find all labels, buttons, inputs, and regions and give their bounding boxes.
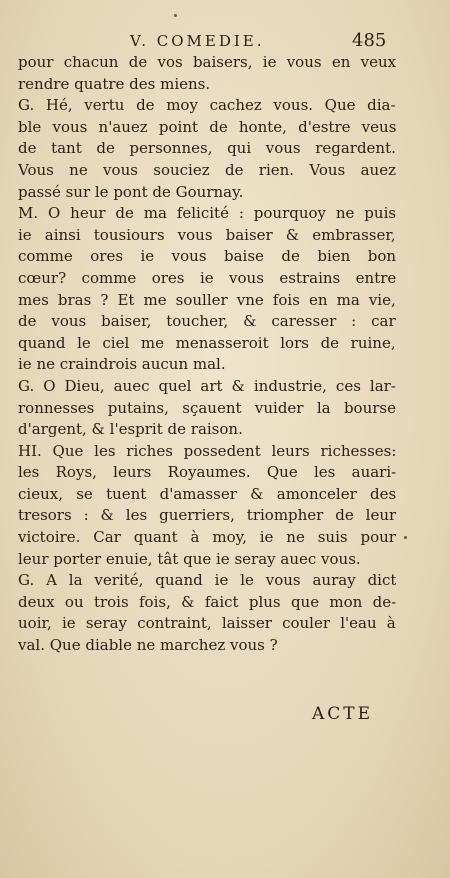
- text-line: cieux, se tuent d'amasser & amonceler des: [18, 484, 396, 503]
- text-line: quand le ciel me menasseroit lors de ruine,: [18, 333, 396, 352]
- page-header: [0, 30, 450, 54]
- text-line: passé sur le pont de Gournay.: [18, 182, 244, 201]
- paragraph: [18, 441, 396, 571]
- text-line: HI. Que les riches possedent leurs richesses:: [18, 441, 396, 460]
- page-number: 485: [352, 30, 387, 51]
- text-line: cœur? comme ores ie vous estrains entre: [18, 268, 396, 287]
- text-line: G. O Dieu, auec quel art & industrie, ces lar-: [18, 376, 396, 395]
- text-line: G. A la verité, quand ie le vous auray dict: [18, 571, 396, 590]
- text-line: d'argent, & l'esprit de raison.: [18, 420, 243, 439]
- text-line: val. Que diable ne marchez vous ?: [18, 636, 278, 655]
- text-line: de vous baiser, toucher, & caresser : car: [18, 312, 396, 331]
- ink-speck: [404, 536, 407, 539]
- running-head: V. COMEDIE.: [130, 32, 265, 50]
- paragraph: [18, 203, 396, 376]
- text-line: rendre quatre des miens.: [18, 74, 211, 93]
- ink-speck: [174, 14, 177, 17]
- text-line: comme ores ie vous baise de bien bon: [18, 247, 396, 266]
- text-line: ie ne craindrois aucun mal.: [18, 355, 226, 374]
- paragraph: [18, 52, 396, 95]
- text-line: ble vous n'auez point de honte, d'estre veus: [18, 117, 396, 136]
- text-line: mes bras ? Et me souller vne fois en ma vie,: [18, 290, 396, 309]
- text-line: deux ou trois fois, & faict plus que mon de-: [18, 592, 396, 611]
- text-line: de tant de personnes, qui vous regardent.: [18, 139, 396, 158]
- paragraph: [18, 95, 396, 203]
- paragraph: [18, 570, 396, 656]
- text-line: tresors : & les guerriers, triompher de leur: [18, 506, 396, 525]
- body-text: [18, 52, 396, 657]
- text-line: ronnesses putains, sçauent vuider la bourse: [18, 398, 396, 417]
- text-line: ie ainsi tousiours vous baiser & embrasser,: [18, 225, 396, 244]
- text-line: G. Hé, vertu de moy cachez vous. Que dia-: [18, 96, 396, 115]
- text-line: uoir, ie seray contraint, laisser couler l'eau à: [18, 614, 396, 633]
- text-line: leur porter enuie, tât que ie seray auec vous.: [18, 549, 361, 568]
- catchword: ACTE: [312, 704, 374, 724]
- text-line: les Roys, leurs Royaumes. Que les auari-: [18, 463, 396, 482]
- text-line: M. O heur de ma felicité : pourquoy ne puis: [18, 204, 396, 223]
- text-line: victoire. Car quant à moy, ie ne suis pour: [18, 528, 396, 547]
- text-line: Vous ne vous souciez de rien. Vous auez: [18, 160, 396, 179]
- paragraph: [18, 376, 396, 441]
- text-line: pour chacun de vos baisers, ie vous en veux: [18, 53, 396, 71]
